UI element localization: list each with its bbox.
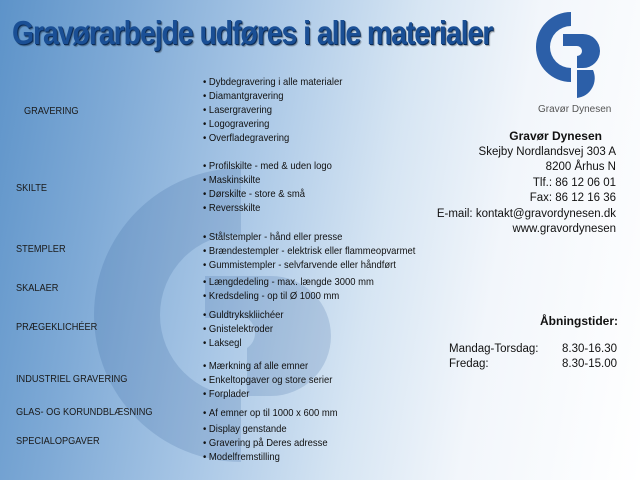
list-specialopgaver — [203, 422, 342, 464]
list-item: • Forplader — [203, 387, 332, 401]
list-stempler — [203, 230, 439, 272]
category-skilte: SKILTE — [16, 183, 48, 194]
list-item: • Stålstempler - hånd eller presse — [203, 230, 415, 244]
list-skilte — [203, 159, 346, 215]
list-item: • Længdedeling - max. længde 3000 mm — [203, 275, 374, 289]
hours-time: 8.30-15.00 — [562, 358, 617, 370]
list-item: • Af emner op til 1000 x 600 mm — [203, 406, 338, 420]
category-skalaer: SKALAER — [16, 283, 59, 294]
list-item: • Gummistempler - selvfarvende eller håndført — [203, 258, 415, 272]
list-item: • Reversskilte — [203, 201, 332, 215]
list-item: • Guldtrykskliichéer — [203, 308, 284, 322]
list-item: • Modelfremstilling — [203, 450, 328, 464]
list-item: • Mærkning af alle emner — [203, 359, 332, 373]
list-item: • Lasergravering — [203, 103, 342, 117]
category-stempler: STEMPLER — [16, 244, 66, 255]
opening-hours — [449, 342, 617, 372]
street-address: Skejby Nordlandsvej 303 A — [478, 145, 616, 158]
list-item: • Logogravering — [203, 117, 342, 131]
list-industriel-gravering — [203, 359, 347, 401]
list-item: • Dybdegravering i alle materialer — [203, 75, 342, 89]
list-item: • Display genstande — [203, 422, 328, 436]
category-glas-korundblaesning: GLAS- OG KORUNDBLÆSNING — [16, 407, 153, 418]
hours-days: Fredag: — [449, 358, 489, 370]
hours-row — [449, 357, 617, 372]
hours-row — [449, 342, 617, 357]
list-skalaer — [203, 275, 393, 303]
gravor-dynesen-logo-icon[interactable] — [533, 8, 603, 103]
phone: Tlf.: 86 12 06 01 — [532, 176, 616, 189]
category-praegeklicheer: PRÆGEKLICHÉER — [16, 322, 98, 333]
contact-block — [437, 129, 616, 238]
list-item: • Profilskilte - med & uden logo — [203, 159, 332, 173]
list-item: • Maskinskilte — [203, 173, 332, 187]
list-item: • Dørskilte - store & små — [203, 187, 332, 201]
hours-time: 8.30-16.30 — [562, 343, 617, 355]
list-item: • Enkeltopgaver og store serier — [203, 373, 332, 387]
list-praegeklicheer — [203, 308, 292, 350]
list-glas-korundblaesning — [203, 406, 353, 420]
list-item: • Brændestempler - elektrisk eller flammeopvarmet — [203, 244, 415, 258]
list-item: • Laksegl — [203, 336, 284, 350]
hours-days: Mandag-Torsdag: — [449, 343, 539, 355]
website-link[interactable]: www.gravordynesen — [512, 223, 616, 235]
email-link[interactable]: E-mail: kontakt@gravordynesen.dk — [436, 207, 616, 220]
category-industriel-gravering: INDUSTRIEL GRAVERING — [16, 374, 128, 385]
list-gravering — [203, 75, 358, 145]
opening-hours-title: Åbningstider: — [540, 314, 618, 328]
list-item: • Gnistelektroder — [203, 322, 284, 336]
category-gravering: GRAVERING — [24, 106, 79, 117]
list-item: • Kredsdeling - op til Ø 1000 mm — [203, 289, 374, 303]
list-item: • Overfladegravering — [203, 131, 342, 145]
page-headline: Gravørarbejde udføres i alle materialer — [12, 14, 493, 51]
category-specialopgaver: SPECIALOPGAVER — [16, 436, 100, 447]
city: 8200 Århus N — [545, 161, 616, 173]
fax: Fax: 86 12 16 36 — [529, 192, 616, 204]
company-name: Gravør Dynesen — [509, 129, 602, 143]
list-item: • Gravering på Deres adresse — [203, 436, 328, 450]
list-item: • Diamantgravering — [203, 89, 342, 103]
logo-caption: Gravør Dynesen — [538, 104, 612, 115]
